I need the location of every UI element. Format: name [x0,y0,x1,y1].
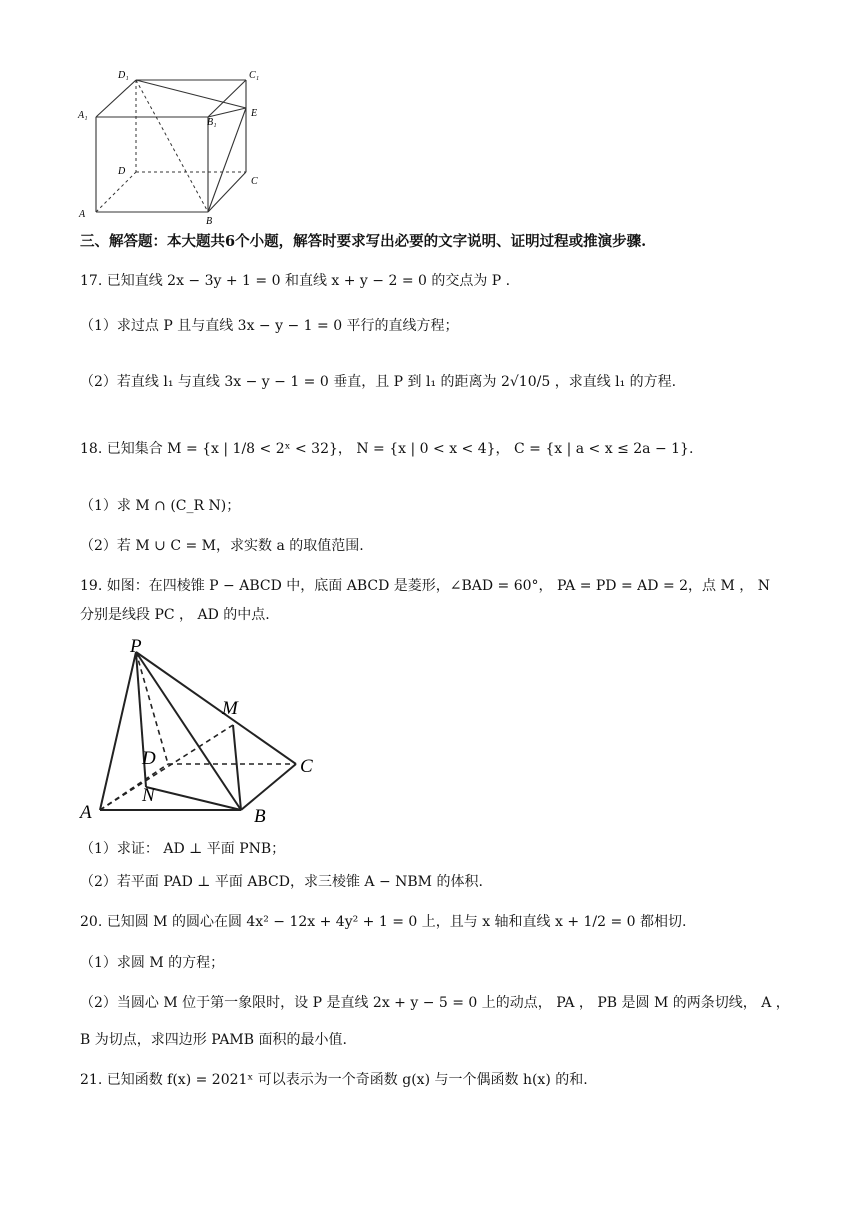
pyramid-label-C: C [300,756,313,777]
problem-20-stem: 20. 已知圆 M 的圆心在圆 4x² − 12x + 4y² + 1 = 0 上，且与 x 轴和直线 x + 1/2 = 0 都相切. [80,914,687,930]
problem-18-part1: （1）求 M ∩ (C_R N)； [80,498,241,514]
cube-figure [76,60,276,230]
section-heading: 三、解答题：本大题共6个小题，解答时要求写出必要的文字说明、证明过程或推演步骤. [80,233,647,250]
problem-21-stem: 21. 已知函数 f(x) = 2021ˣ 可以表示为一个奇函数 g(x) 与一个偶函数 h(x) 的和. [80,1072,588,1088]
cube-label-E: E [251,108,258,119]
problem-20-part1: （1）求圆 M 的方程； [80,955,225,971]
cube-label-A1: A₁ [78,110,88,121]
problem-18-part2: （2）若 M ∪ C = M，求实数 a 的取值范围. [80,538,364,554]
cube-label-D: D [118,166,126,177]
pyramid-label-A: A [80,802,92,823]
problem-17-part1: （1）求过点 P 且与直线 3x − y − 1 = 0 平行的直线方程； [80,318,459,334]
pyramid-label-N: N [142,785,155,806]
problem-17-part2: （2）若直线 l₁ 与直线 3x − y − 1 = 0 垂直，且 P 到 l₁ 的距离为 2√10/5 ，求直线 l₁ 的方程. [80,374,677,390]
cube-label-C: C [251,176,258,187]
problem-20-part2-line2: B 为切点，求四边形 PAMB 面积的最小值. [80,1032,347,1048]
pyramid-label-B: B [254,806,266,827]
pyramid-label-D: D [142,748,156,769]
problem-20-part2-line1: （2）当圆心 M 位于第一象限时，设 P 是直线 2x + y − 5 = 0 上的动点， PA ， PB 是圆 M 的两条切线， A ， [80,995,790,1011]
cube-label-B1: B₁ [207,117,217,128]
problem-19-part2: （2）若平面 PAD ⊥ 平面 ABCD，求三棱锥 A − NBM 的体积. [80,874,483,890]
cube-label-B: B [206,216,213,227]
cube-label-D1: D₁ [118,70,129,81]
problem-18-stem: 18. 已知集合 M = {x | 1/8 < 2ˣ < 32}， N = {x | 0 < x < 4}， C = {x | a < x ≤ 2a − 1}. [80,441,694,457]
cube-label-A: A [79,209,86,220]
pyramid-label-P: P [130,636,142,657]
problem-19-stem-line2: 分别是线段 PC ， AD 的中点. [80,607,270,623]
cube-label-C1: C₁ [249,70,260,81]
pyramid-label-M: M [222,698,238,719]
problem-19-stem-line1: 19. 如图：在四棱锥 P − ABCD 中，底面 ABCD 是菱形，∠BAD = 60°， PA = PD = AD = 2，点 M ， N [80,578,770,594]
problem-17-stem: 17. 已知直线 2x − 3y + 1 = 0 和直线 x + y − 2 = 0 的交点为 P . [80,273,511,289]
problem-19-part1: （1）求证： AD ⊥ 平面 PNB； [80,841,286,857]
pyramid-figure [76,632,336,832]
